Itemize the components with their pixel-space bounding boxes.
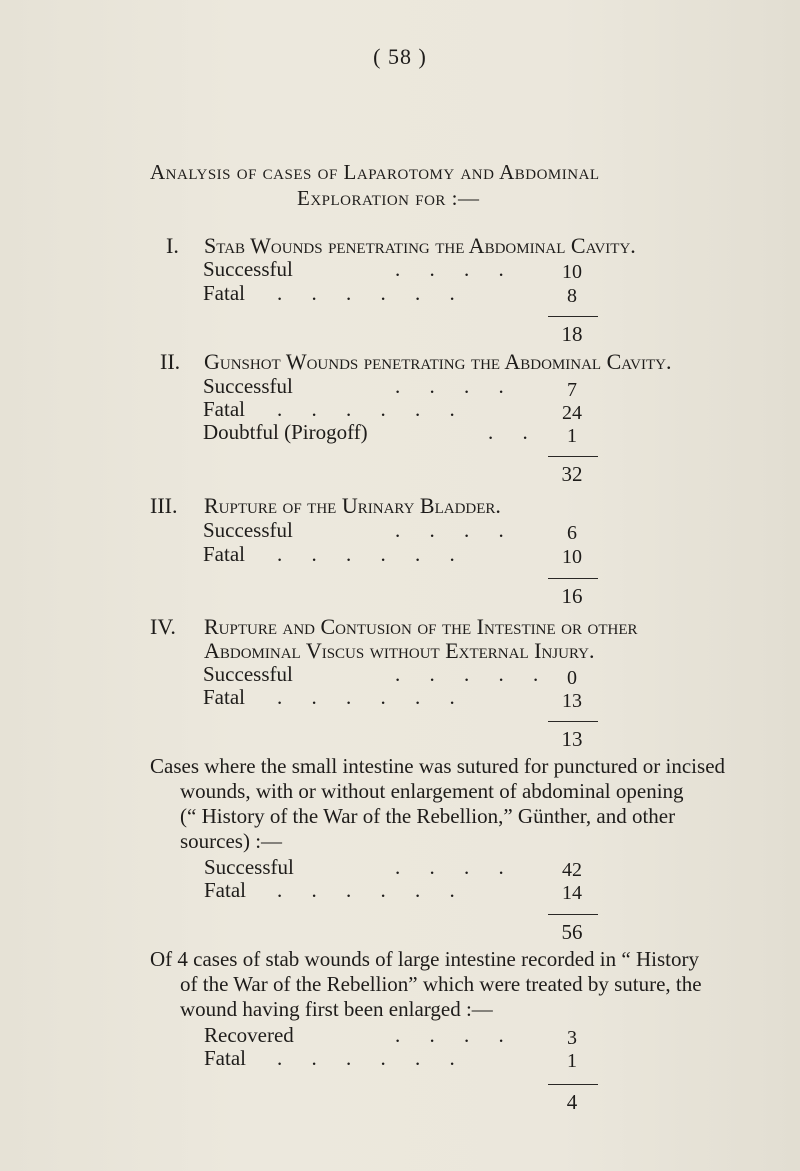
section-3-value-successful: 6 — [567, 522, 577, 544]
section-4-value-successful: 0 — [567, 667, 577, 689]
section-1-heading — [166, 233, 636, 259]
sum-rule — [548, 914, 598, 915]
section-2-row-fatal: Fatal — [203, 397, 245, 421]
paragraph-1-line-2: wounds, with or without enlargement of abdominal opening — [180, 779, 684, 803]
paragraph-2-row-fatal: Fatal — [204, 1046, 246, 1070]
section-3-row-fatal: Fatal — [203, 542, 245, 566]
section-2-value-fatal: 24 — [562, 402, 582, 424]
paragraph-1-row-fatal: Fatal — [204, 878, 246, 902]
section-3-row-successful: Successful — [203, 518, 293, 542]
section-1-numeral: I. — [166, 233, 179, 258]
paragraph-2-total: 4 — [566, 1090, 578, 1114]
page-title-line-2: Exploration for :— — [297, 186, 480, 210]
section-2-row-doubtful: Doubtful (Pirogoff) — [203, 420, 368, 444]
section-2-value-doubtful: 1 — [567, 425, 577, 447]
section-4-heading-line-2: Abdominal Viscus without External Injury. — [204, 638, 595, 663]
section-2-row-successful: Successful — [203, 374, 293, 398]
section-1-row-fatal: Fatal — [203, 281, 245, 305]
paragraph-2-line-1: Of 4 cases of stab wounds of large intestine recorded in “ History — [150, 947, 699, 971]
paragraph-2-value-fatal: 1 — [567, 1050, 577, 1072]
section-4-row-fatal: Fatal — [203, 685, 245, 709]
section-3-value-fatal: 10 — [562, 546, 582, 568]
leader-dots: . . . . . . — [277, 878, 467, 902]
sum-rule — [548, 578, 598, 579]
paragraph-1-row-successful: Successful — [204, 855, 294, 879]
paragraph-1-value-fatal: 14 — [562, 882, 582, 904]
sum-rule — [548, 721, 598, 722]
section-2-heading — [160, 349, 671, 375]
section-4-title: Rupture and Contusion of the Intestine or other — [204, 614, 638, 639]
paragraph-2-line-3: wound having first been enlarged :— — [180, 997, 493, 1021]
leader-dots: . . . . . . — [277, 685, 467, 709]
paragraph-2-row-recovered: Recovered — [204, 1023, 294, 1047]
section-3-numeral: III. — [150, 493, 178, 518]
leader-dots: . . . . . — [395, 662, 551, 686]
paragraph-1-line-3: (“ History of the War of the Rebellion,” Günther, and other — [180, 804, 676, 828]
paragraph-1-value-successful: 42 — [562, 859, 582, 881]
leader-dots: . . . . — [395, 518, 516, 542]
section-4-heading — [150, 614, 638, 640]
leader-dots: . . . . — [395, 257, 516, 281]
section-3-total: 16 — [561, 584, 583, 608]
section-1-title: Stab Wounds penetrating the Abdominal Cavity. — [204, 233, 636, 258]
sum-rule — [548, 316, 598, 317]
sum-rule — [548, 456, 598, 457]
page-title-line-1: Analysis of cases of Laparotomy and Abdominal — [150, 160, 600, 184]
section-3-heading — [150, 493, 501, 519]
section-3-title: Rupture of the Urinary Bladder. — [204, 493, 501, 518]
paragraph-1-total: 56 — [561, 920, 583, 944]
page-number: ( 58 ) — [373, 44, 427, 69]
leader-dots: . . . . . . — [277, 397, 467, 421]
leader-dots: . . . . — [395, 374, 516, 398]
section-4-value-fatal: 13 — [562, 690, 582, 712]
section-4-numeral: IV. — [150, 614, 176, 639]
paragraph-2-line-2: of the War of the Rebellion” which were treated by suture, the — [180, 972, 702, 996]
leader-dots: . . . . — [395, 855, 516, 879]
sum-rule — [548, 1084, 598, 1085]
section-4-row-successful: Successful — [203, 662, 293, 686]
leader-dots: . . . . . . — [277, 1046, 467, 1070]
section-1-value-successful: 10 — [562, 261, 582, 283]
leader-dots: . . . . . . — [277, 542, 467, 566]
section-2-title: Gunshot Wounds penetrating the Abdominal Cavity. — [204, 349, 672, 374]
paragraph-2-value-recovered: 3 — [567, 1027, 577, 1049]
paragraph-1-line-1: Cases where the small intestine was sutured for punctured or incised — [150, 754, 726, 778]
leader-dots: . . . . — [395, 1023, 516, 1047]
leader-dots: . . . . . . — [277, 281, 467, 305]
section-2-numeral: II. — [160, 349, 181, 374]
section-2-total: 32 — [561, 462, 583, 486]
leader-dots: . . — [488, 420, 540, 444]
paragraph-1-line-4: sources) :— — [180, 829, 283, 853]
section-1-value-fatal: 8 — [567, 285, 577, 307]
section-2-value-successful: 7 — [567, 379, 577, 401]
section-4-total: 13 — [561, 727, 583, 751]
section-1-row-successful: Successful — [203, 257, 293, 281]
section-1-total: 18 — [561, 322, 583, 346]
